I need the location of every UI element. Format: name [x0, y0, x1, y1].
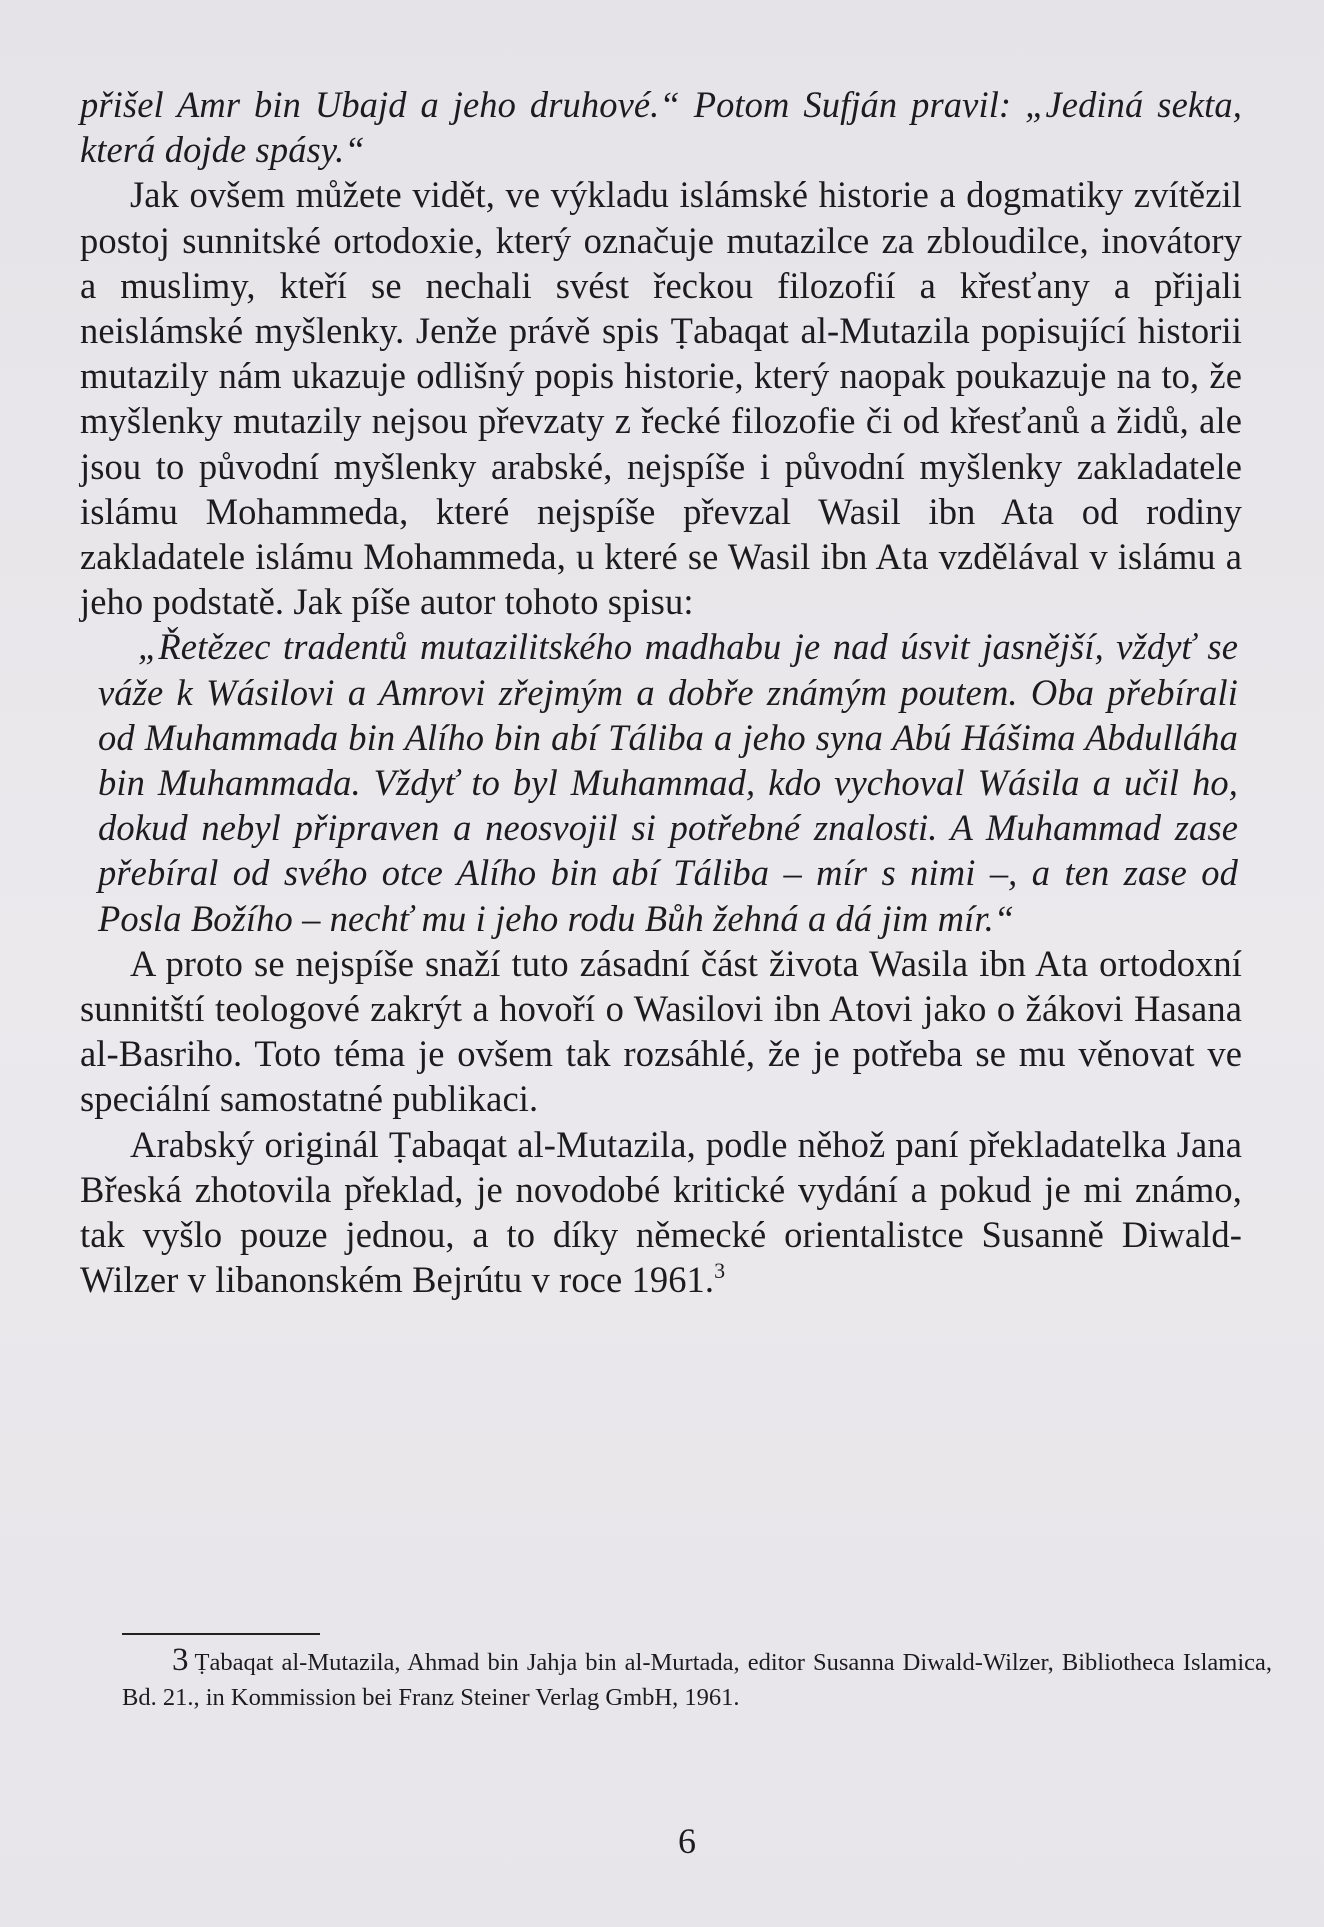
footnote-number: 3 [172, 1642, 189, 1678]
footnote-rule [122, 1633, 320, 1635]
block-quote: „Řetězec tradentů mutazilitského madhabu je nad úsvit jasnější, vždyť se váže k Wásilovi a Amrovi zřejmým a dobře známým poutem. Oba přebírali od Muhammada bin Alího bin abí Táliba a jeho syna Abú Hášima Abdulláha bin Muhammada. Vždyť to byl Muhammad, kdo vychoval Wásila a učil ho, dokud nebyl připraven a neosvojil si potřebné znalosti. A Muhammad zase přebíral od svého otce Alího bin abí Táliba – mír s nimi –, a ten zase od Posla Božího – nechť mu i jeho rodu Bůh žehná a dá jim mír.“ [98, 626, 1238, 939]
page-number: 6 [678, 1821, 696, 1861]
footnote-text: Ṭabaqat al-Mutazila, Ahmad bin Jahja bin al-Murtada, editor Susanna Diwald-Wilzer, Bibliotheca Islamica, Bd. 21., in Kommission bei Franz Steiner Verlag GmbH, 1961. [122, 1649, 1272, 1711]
paragraph-1: Jak ovšem můžete vidět, ve výkladu islámské historie a dogmatiky zvítězil postoj sunnitské ortodoxie, který označuje mutazilce za zbloudilce, inovátory a muslimy, kteří se nechali svést řeckou filozofií a křesťany a přijali neislámské myšlenky. Jenže právě spis Ṭabaqat al-Mutazila popisující historii mutazily nám ukazuje odlišný popis historie, který naopak poukazuje na to, že myšlenky mutazily nejsou převzaty z řecké filozofie či od křesťanů a židů, ale jsou to původní myšlenky arabské, nejspíše i původní myšlenky zakladatele islámu Mohammeda, které nejspíše převzal Wasil ibn Ata od rodiny zakladatele islámu Mohammeda, u které se Wasil ibn Ata vzdělával v islámu a jeho podstatě. Jak píše autor tohoto spisu: [80, 174, 1242, 623]
paragraph-2: A proto se nejspíše snaží tuto zásadní část života Wasila ibn Ata ortodoxní sunnitští teologové zakrýt a hovoří o Wasilovi ibn Atovi jako o žákovi Hasana al-Basriho. Toto téma je ovšem tak rozsáhlé, že je potřeba se mu věnovat ve speciální samostatné publikaci. [80, 942, 1242, 1120]
opening-quote-end: přišel Amr bin Ubajd a jeho druhové.“ Potom Sufján pravil: „Jediná sekta, která dojde spásy.“ [80, 84, 1242, 171]
paragraph-3 [80, 1122, 1242, 1303]
footnote-ref: 3 [714, 1258, 726, 1284]
footnote [122, 1643, 1272, 1715]
body-text [80, 82, 1242, 1302]
paragraph-3-text: Arabský originál Ṭabaqat al-Mutazila, podle něhož paní překladatelka Jana Břeská zhotovila překlad, je novodobé kritické vydání a pokud je mi známo, tak vyšlo pouze jednou, a to díky německé orientalistce Susanně Diwald-Wilzer v libanonském Bejrútu v roce 1961. [80, 1123, 1242, 1301]
